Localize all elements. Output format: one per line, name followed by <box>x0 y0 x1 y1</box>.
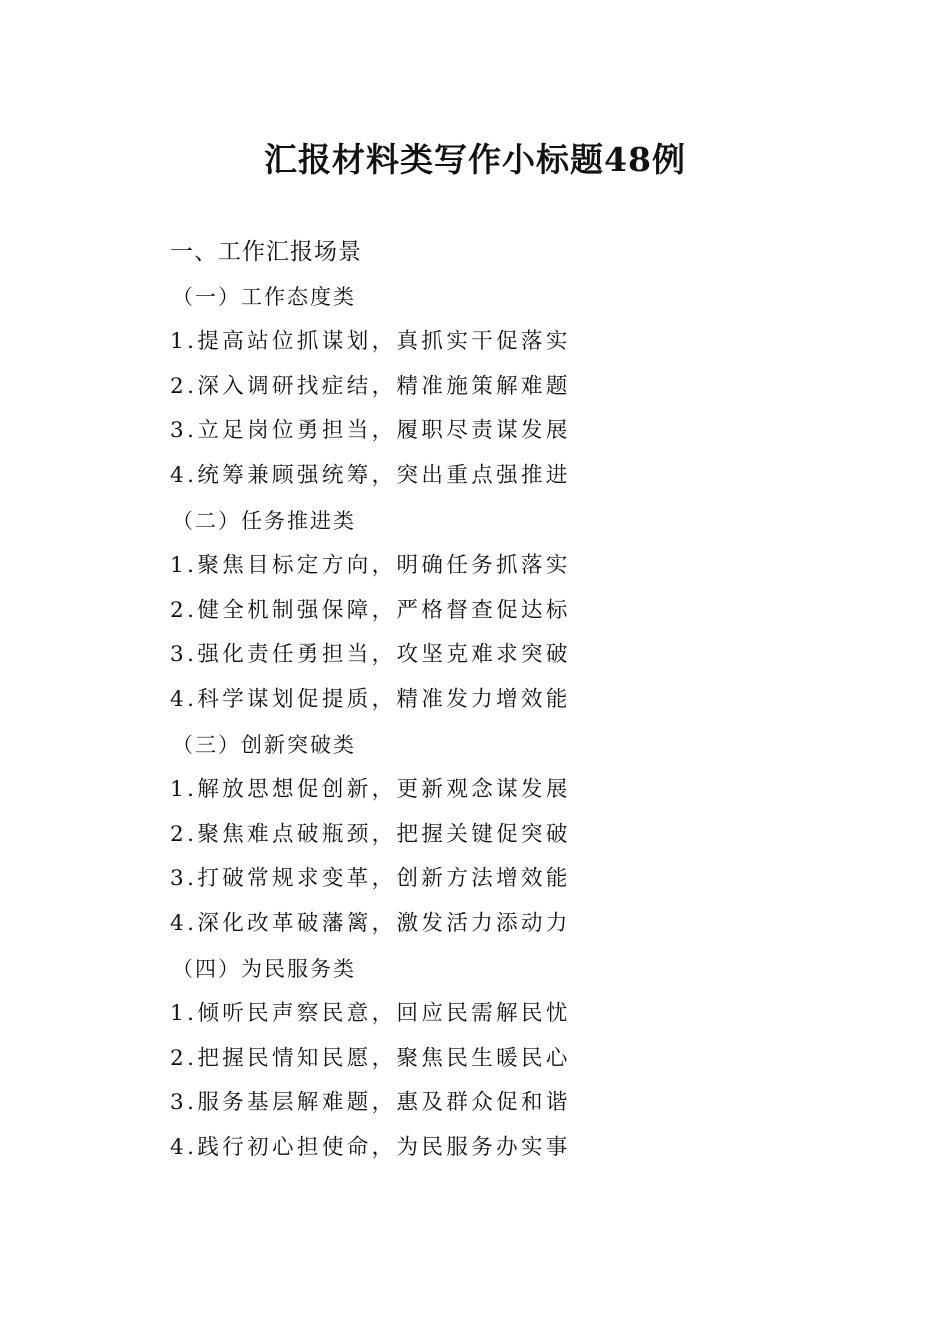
list-item: 1.倾听民声察民意，回应民需解民忧 <box>170 1000 571 1026</box>
list-item: 1.提高站位抓谋划，真抓实干促落实 <box>170 328 571 354</box>
list-item: 2.把握民情知民愿，聚焦民生暖民心 <box>170 1045 571 1071</box>
list-item: 1.聚焦目标定方向，明确任务抓落实 <box>170 552 571 578</box>
list-item: 2.健全机制强保障，严格督查促达标 <box>170 597 571 623</box>
list-item: 3.打破常规求变革，创新方法增效能 <box>170 866 571 892</box>
list-item: 1.解放思想促创新，更新观念谋发展 <box>170 776 571 802</box>
list-item: 2.深入调研找症结，精准施策解难题 <box>170 373 571 399</box>
list-item: 3.立足岗位勇担当，履职尽责谋发展 <box>170 418 571 444</box>
document-body <box>170 230 870 1171</box>
document-title: 汇报材料类写作小标题48例 <box>264 140 686 179</box>
list-item: 3.服务基层解难题，惠及群众促和谐 <box>170 1090 571 1116</box>
subsection-heading: （一）工作态度类 <box>172 285 356 309</box>
subsection-task-progress <box>170 499 870 723</box>
subsection-heading: （四）为民服务类 <box>172 956 356 981</box>
subsection-heading: （三）创新突破类 <box>172 732 356 757</box>
list-item: 4.统筹兼顾强统筹，突出重点强推进 <box>170 463 571 489</box>
subsection-heading: （二）任务推进类 <box>172 508 356 533</box>
list-item: 3.强化责任勇担当，攻坚克难求突破 <box>170 642 571 668</box>
list-item: 4.践行初心担使命，为民服务办实事 <box>170 1135 571 1161</box>
list-item: 4.科学谋划促提质，精准发力增效能 <box>170 687 571 713</box>
section-heading: 一、工作汇报场景 <box>170 239 362 265</box>
subsection-public-service <box>170 947 870 1171</box>
list-item: 2.聚焦难点破瓶颈，把握关键促突破 <box>170 821 571 847</box>
list-item: 4.深化改革破藩篱，激发活力添动力 <box>170 911 571 937</box>
subsection-innovation <box>170 723 870 947</box>
subsection-work-attitude <box>170 275 870 499</box>
